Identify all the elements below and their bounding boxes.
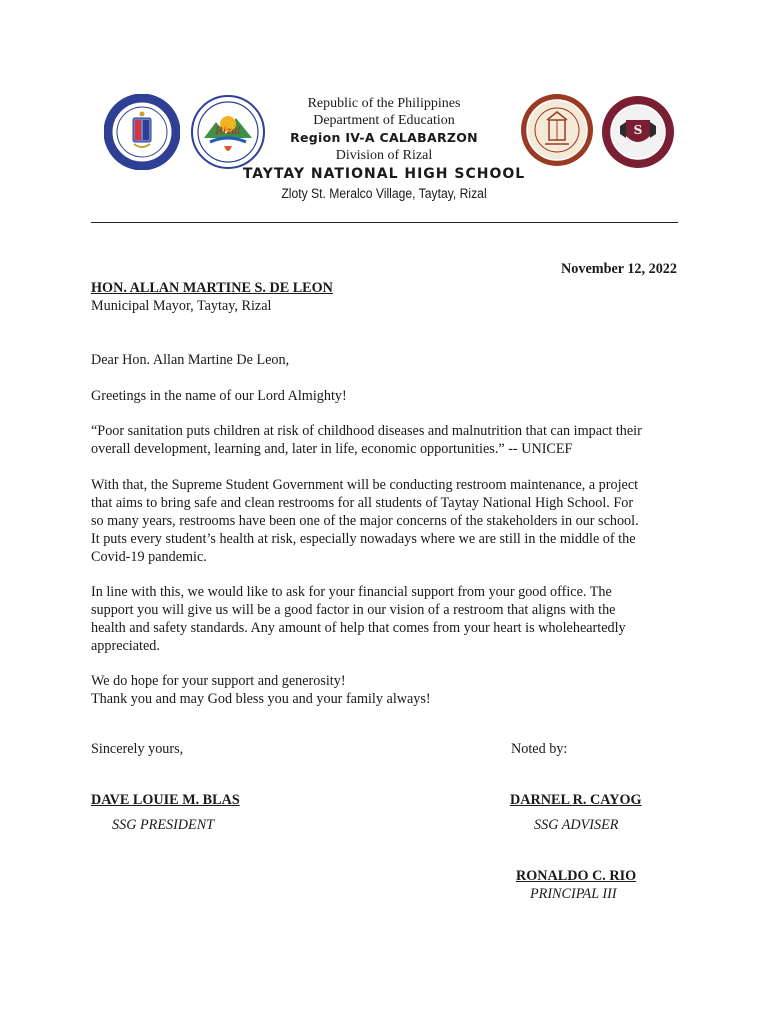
president-title: SSG PRESIDENT (112, 817, 215, 833)
department-line: Department of Education (313, 113, 455, 128)
body-paragraph-1 (91, 476, 681, 566)
principal-name: RONALDO C. RIO (516, 868, 637, 884)
division-line: Division of Rizal (335, 148, 433, 163)
sincerely-yours: Sincerely yours, (91, 741, 184, 757)
president-name: DAVE LOUIE M. BLAS (91, 792, 240, 808)
header-divider (91, 222, 678, 223)
svg-text:Rizal: Rizal (215, 126, 241, 137)
unicef-quote (91, 422, 681, 458)
region-line: Region IV-A CALABARZON (290, 130, 478, 145)
adviser-title: SSG ADVISER (534, 817, 619, 833)
principal-title: PRINCIPAL III (530, 886, 617, 902)
paragraph-line: appreciated. (91, 638, 160, 654)
paragraph-line: Covid-19 pandemic. (91, 549, 207, 565)
body-paragraph-2 (91, 583, 681, 655)
paragraph-line: With that, the Supreme Student Government will be conducting restroom maintenance, a project (91, 477, 639, 493)
paragraph-line: so many years, restrooms have been one of the major concerns of the stakeholders in our school. (91, 513, 639, 529)
paragraph-line: In line with this, we would like to ask for your financial support from your good office. The (91, 584, 612, 600)
paragraph-line: It puts every student’s health at risk, especially nowadays where we are still in the middle of the (91, 531, 636, 547)
paragraph-line: that aims to bring safe and clean restrooms for all students of Taytay National High School. For (91, 495, 634, 511)
recipient-title: Municipal Mayor, Taytay, Rizal (91, 298, 272, 314)
closing-line: We do hope for your support and generosity! (91, 673, 346, 689)
greeting: Greetings in the name of our Lord Almighty! (91, 388, 347, 404)
school-name: TAYTAY NATIONAL HIGH SCHOOL (242, 166, 526, 182)
school-address: Zloty St. Meralco Village, Taytay, Rizal (281, 186, 487, 201)
paragraph-line: support you will give us will be a good factor in our vision of a restroom that aligns with the (91, 602, 616, 618)
closing-lines (91, 672, 681, 708)
republic-line: Republic of the Philippines (307, 96, 461, 111)
quote-line: “Poor sanitation puts children at risk of childhood diseases and malnutrition that can impact their (91, 423, 642, 439)
noted-by: Noted by: (511, 741, 568, 757)
recipient-name: HON. ALLAN MARTINE S. DE LEON (91, 280, 333, 296)
paragraph-line: health and safety standards. Any amount of help that comes from your heart is wholeheartedly (91, 620, 626, 636)
adviser-name: DARNEL R. CAYOG (510, 792, 642, 808)
closing-line: Thank you and may God bless you and your family always! (91, 691, 431, 707)
letter-date: November 12, 2022 (561, 261, 677, 277)
quote-line: overall development, learning and, later in life, economic opportunities.” -- UNICEF (91, 441, 573, 457)
svg-text:S: S (633, 123, 643, 137)
salutation: Dear Hon. Allan Martine De Leon, (91, 352, 290, 368)
